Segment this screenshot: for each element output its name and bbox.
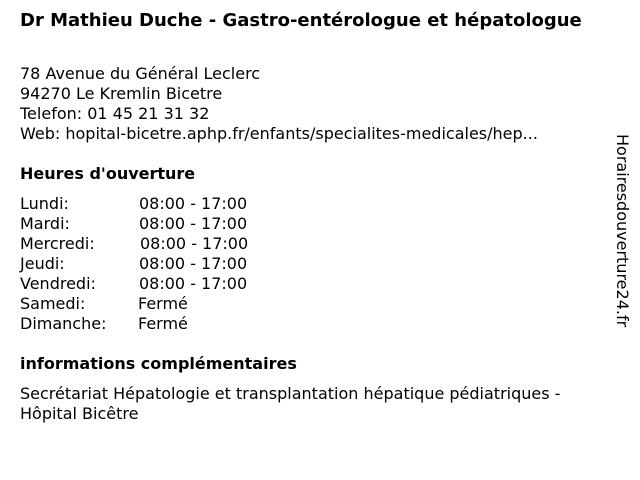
hours-table <box>20 194 300 334</box>
day-label: Samedi: <box>20 294 86 313</box>
info-heading: informations complémentaires <box>20 354 297 373</box>
time-value: 08:00 - 17:00 <box>139 274 248 293</box>
time-value: 08:00 - 17:00 <box>139 194 248 213</box>
time-value: 08:00 - 17:00 <box>140 234 249 253</box>
watermark <box>612 134 632 374</box>
watermark-text: Horairesdouverture24.fr <box>613 134 632 328</box>
time-value: 08:00 - 17:00 <box>139 214 248 233</box>
hours-row <box>20 234 300 254</box>
hours-row <box>20 254 300 274</box>
time-value: 08:00 - 17:00 <box>139 254 248 273</box>
street-address: 78 Avenue du Général Leclerc <box>20 64 261 83</box>
day-label: Lundi: <box>20 194 69 213</box>
day-label: Dimanche: <box>20 314 107 333</box>
day-label: Vendredi: <box>20 274 96 293</box>
time-value: Fermé <box>138 314 188 333</box>
hours-row <box>20 314 300 334</box>
phone-number: Telefon: 01 45 21 31 32 <box>20 104 210 123</box>
hours-row <box>20 214 300 234</box>
website-link[interactable]: Web: hopital-bicetre.aphp.fr/enfants/specialites-medicales/hep... <box>20 124 538 143</box>
hours-row <box>20 274 300 294</box>
day-label: Jeudi: <box>20 254 65 273</box>
page-title: Dr Mathieu Duche - Gastro-entérologue et hépatologue <box>20 10 582 31</box>
day-label: Mercredi: <box>20 234 95 253</box>
city-address: 94270 Le Kremlin Bicetre <box>20 84 223 103</box>
info-text: Secrétariat Hépatologie et transplantation hépatique pédiatriques - Hôpital Bicêtre <box>20 384 561 423</box>
hours-row <box>20 194 300 214</box>
time-value: Fermé <box>138 294 188 313</box>
day-label: Mardi: <box>20 214 70 233</box>
hours-row <box>20 294 300 314</box>
address-block <box>20 64 610 144</box>
hours-heading: Heures d'ouverture <box>20 164 196 183</box>
